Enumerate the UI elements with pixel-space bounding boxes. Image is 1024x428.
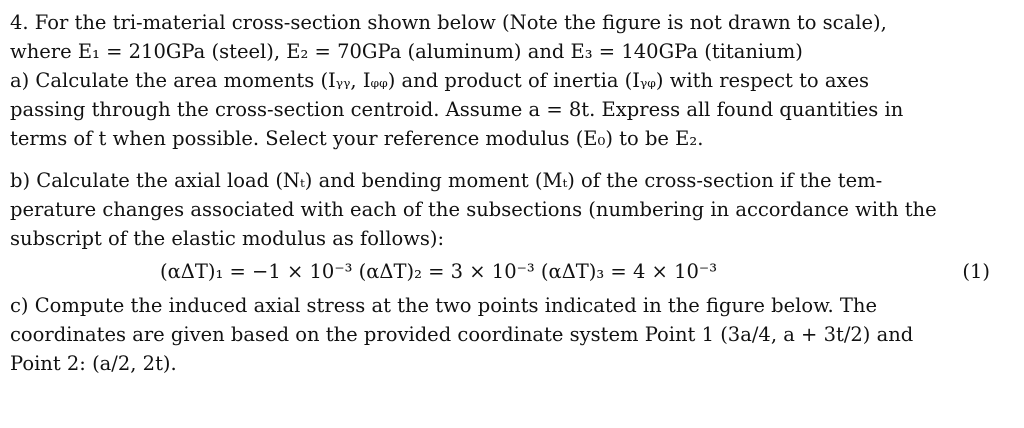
part-b-line-2: perature changes associated with each of the subsections (numbering in accordance with the [10,198,937,221]
part-c [10,291,990,378]
problem-page [10,8,990,378]
equation-1 [10,253,990,291]
temperature-change-equation: (αΔT)₁ = −1 × 10⁻³ (αΔT)₂ = 3 × 10⁻³ (αΔT)₃ = 4 × 10⁻³ [160,260,718,283]
part-c-line-1: c) Compute the induced axial stress at the two points indicated in the figure below. The [10,294,877,317]
part-b [10,166,990,253]
paragraph-gap [10,153,990,166]
part-b-line-3: subscript of the elastic modulus as follows): [10,227,445,250]
problem-intro [10,8,990,66]
intro-line-1: 4. For the tri-material cross-section shown below (Note the figure is not drawn to scale), [10,11,887,34]
part-a-line-3: terms of t when possible. Select your reference modulus (E₀) to be E₂. [10,127,704,150]
part-a-line-2: passing through the cross-section centroid. Assume a = 8t. Express all found quantities in [10,98,904,121]
equation-number: (1) [962,260,990,283]
intro-line-2: where E₁ = 210GPa (steel), E₂ = 70GPa (aluminum) and E₃ = 140GPa (titanium) [10,40,803,63]
part-a-line-1: a) Calculate the area moments (Iᵧᵧ, Iᵩᵩ) and product of inertia (Iᵧᵩ) with respect to axes [10,69,870,92]
part-c-line-3: Point 2: (a/2, 2t). [10,352,177,375]
part-b-line-1: b) Calculate the axial load (Nₜ) and bending moment (Mₜ) of the cross-section if the tem- [10,169,883,192]
part-a [10,66,990,153]
part-c-line-2: coordinates are given based on the provided coordinate system Point 1 (3a/4, a + 3t/2) and [10,323,914,346]
